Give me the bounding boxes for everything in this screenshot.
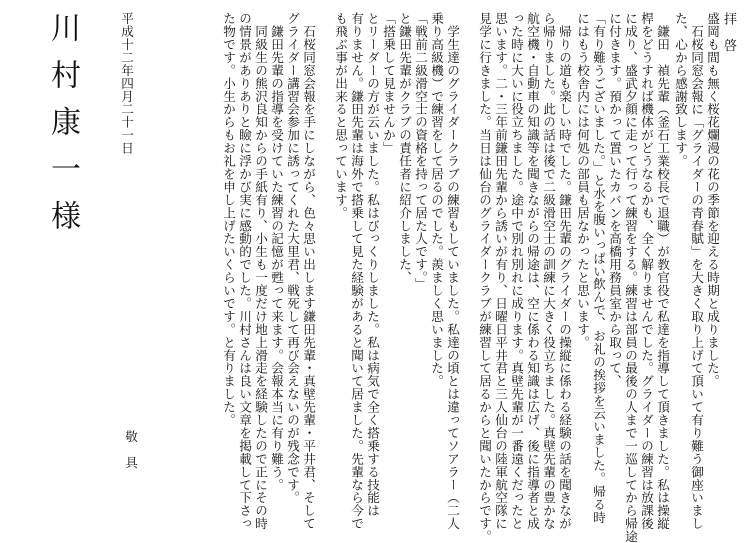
letter-line: った時に大いに役立ちました。途中で別れ別れに成ります。真壁先輩が一番遠くだったと bbox=[509, 12, 524, 530]
letter-line: 「戦前二級滑空士の資格を持って居た人です。」 bbox=[413, 12, 428, 291]
letter-line: た物です。小生からもお礼を申し上げたいくらいです。と有りました。 bbox=[221, 12, 236, 427]
letter-line: 同級生の熊沢良知からの手紙有り、小生も一度だけ地上滑走を経験したので正にその時 bbox=[253, 12, 268, 530]
letter-line: の情景がありありと瞼に浮かび実に感動的でした。川村さんは良い文章を掲載して下さっ bbox=[237, 12, 252, 530]
letter-line: ら帰りました。此の話は後で二級滑空士の訓練に大きく役立ちました。真壁先輩の豊かな bbox=[541, 12, 556, 530]
letter-line: 桿をどうすれば機体がどうなるかも、全く解りませんでした。グライダーの練習は放課後 bbox=[639, 12, 654, 530]
letter-line: 盛岡も間も無く桜花爛漫の花の季節を迎える時期と成りました。 bbox=[705, 12, 720, 388]
letter-line: 「有り難うございました。」と水を腹いっぱい飲んで、お礼の挨拶を云いました。帰る時 bbox=[591, 12, 606, 524]
letter-line: に成り、盛武夕顔に走って行って練習をする。練習は部員の最後の人まで一巡してから帰途 bbox=[623, 12, 638, 543]
letter-line: 見学に行きました。当日は仙台のグライダークラブが練習して居るからと聞いたからです。 bbox=[477, 12, 492, 543]
letter-line: 帰りの道も楽しい時でした。鎌田先輩のグライダーの操縦に係わる経験の話を聞きなが bbox=[557, 12, 572, 530]
letter-line: も飛ぶ事が出来ると思っています。 bbox=[333, 12, 348, 220]
letter-line: 石桜同窓会報に「グライダーの青春賦」を大きく取り上げて頂いて有り難う御座いまし bbox=[689, 12, 704, 530]
letter-line: 鎌田先輩の指導を受けていた練習の記憶が甦って来ます。会報本当に有り難う。 bbox=[269, 12, 284, 492]
letter-signature: 川村康一様 bbox=[45, 12, 80, 247]
letter-line: 石桜同窓会報を手にしながら、色々思い出します鎌田先輩・真壁先輩・平井君、そして bbox=[301, 12, 316, 530]
letter-closing: 敬 具 bbox=[123, 430, 138, 469]
letter-line: 有りません。鎌田先輩は海外で搭乗して見た経験があると聞いて居ました。先輩なら今で bbox=[349, 12, 364, 530]
letter-line: グライダー講習会参加に誘ってくれた大里君、戦死して再び会えないのが残念です。 bbox=[285, 12, 300, 505]
letter-line: 鎌田 禎先輩（釜石工業校長で退職）が教官役で私達を指導して頂きました。私は操縦 bbox=[655, 12, 670, 530]
letter-date: 平成十二年四月二十一日 bbox=[119, 12, 134, 155]
letter-line: に付きます。預かって置いたカバンを高橋用務員室から取って、 bbox=[607, 12, 622, 388]
letter-line: た、心から感謝致します。 bbox=[673, 12, 688, 168]
letter-heading: 拝 啓 bbox=[721, 12, 736, 53]
letter-line: 「搭乗して見ませんか」 bbox=[381, 12, 396, 155]
letter-line: 航空機・自動車の知識等を聞きながらの帰途は、空に係わる知識は広げ、後に指導者と成 bbox=[525, 12, 540, 530]
letter-line: と鎌田先輩がクラブの責任者に紹介しました、 bbox=[397, 12, 412, 284]
letter-line: にはもう校舎内には何処の部員も居なかったと思います。 bbox=[575, 12, 590, 349]
letter-line: 思います。二・三年前鎌田先輩から誘いが有り、日曜日平井君と三人仙台の陸軍航空隊に bbox=[493, 12, 508, 530]
letter-line: 学生達のグライダークラブの練習もしていました。私達の頃とは違ってソアラー（二人 bbox=[445, 12, 460, 530]
letter-line: とリーダーの方が云いました。私はびっくりしました。私は病気で全く搭乗する技能は bbox=[365, 12, 380, 518]
letter-line: 乗り高級機）で練習をして居るのでした。羨ましく思いました。 bbox=[429, 12, 444, 388]
